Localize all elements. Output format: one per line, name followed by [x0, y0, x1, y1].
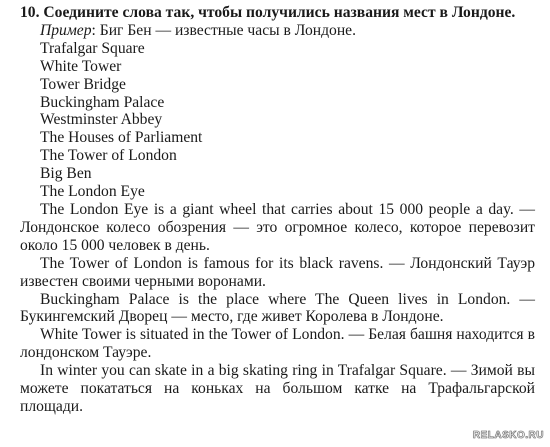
example-label: Пример	[40, 21, 92, 39]
place-list	[20, 40, 535, 201]
place-item: Westminster Abbey	[40, 111, 163, 129]
answer-paragraph: The London Eye is a giant wheel that carries about 15 000 people a day. — Лондонское колесо обозрения — это огромное колесо, которое перевозит около 15 000 человек в день.	[20, 200, 535, 254]
place-item: The Houses of Parliament	[40, 129, 203, 147]
site-watermark: RELASKO.RU	[472, 430, 544, 441]
answer-paragraph: White Tower is situated in the Tower of London. — Белая башня находится в лондонском Тауэре.	[20, 326, 535, 362]
place-item: Trafalgar Square	[40, 39, 145, 57]
place-item: Buckingham Palace	[40, 93, 165, 111]
answer-paragraph: The Tower of London is famous for its black ravens. — Лондонский Тауэр известен своими черными воронами.	[20, 254, 535, 290]
answer-paragraph: Buckingham Palace is the place where The Queen lives in London. — Букингемский Дворец — место, где живет Королева в Лондоне.	[20, 290, 535, 326]
place-item: Tower Bridge	[40, 75, 126, 93]
task-heading: 10. Соедините слова так, чтобы получились названия мест в Лондоне.	[20, 4, 516, 21]
answer-paragraph: In winter you can skate in a big skating ring in Trafalgar Square. — Зимой вы можете покататься на коньках на большом катке на Трафальгарской площади.	[20, 362, 535, 415]
place-item: The London Eye	[40, 183, 145, 201]
place-item: The Tower of London	[40, 147, 177, 165]
place-item: Big Ben	[40, 165, 92, 183]
example-line	[20, 22, 535, 40]
place-item: White Tower	[40, 57, 122, 75]
exercise-page	[20, 4, 535, 416]
example-text: : Биг Бен — известные часы в Лондоне.	[91, 21, 356, 39]
